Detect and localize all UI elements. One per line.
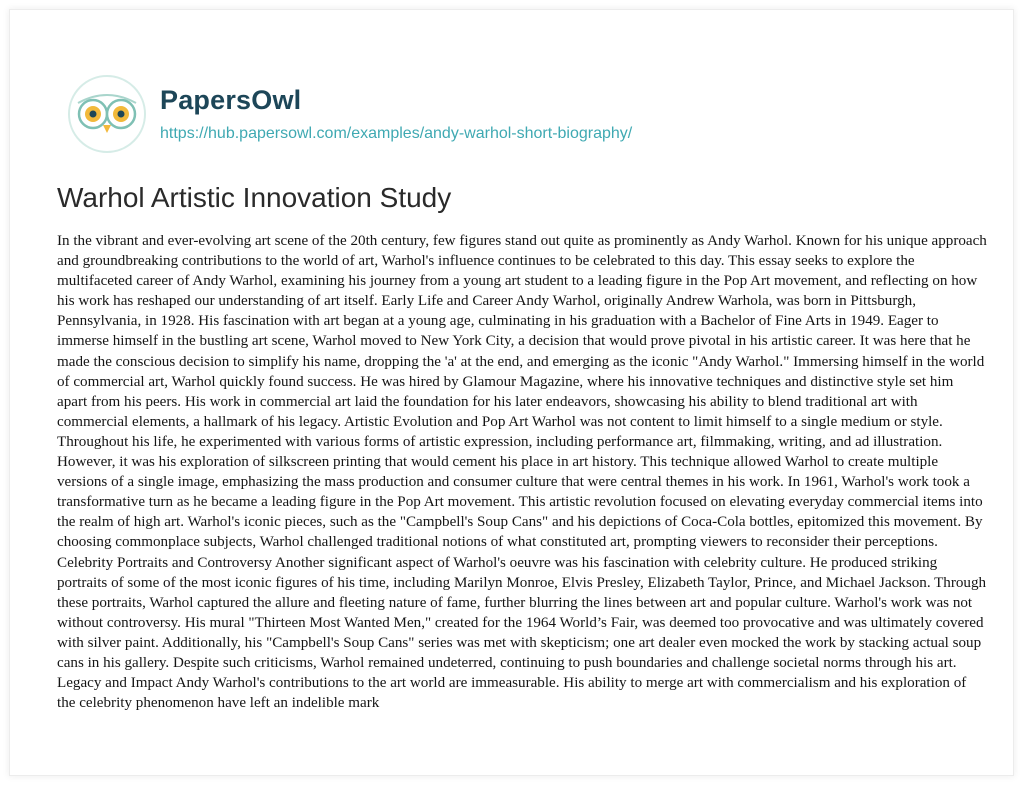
brand-block — [160, 85, 632, 144]
brand-name[interactable]: PapersOwl — [160, 84, 302, 115]
document-title: Warhol Artistic Innovation Study — [57, 182, 452, 213]
source-url-link[interactable]: https://hub.papersowl.com/examples/andy-warhol-short-biography/ — [160, 124, 633, 142]
site-header — [60, 73, 632, 155]
owl-logo-icon — [60, 73, 154, 155]
document-page — [10, 10, 1013, 775]
document-body: In the vibrant and ever-evolving art scene of the 20th century, few figures stand out quite as prominently as Andy Warhol. Known for his unique approach and groundbreaking contributions to the world of art, Warhol's influence continues to be celebrated to this day. This essay seeks to explore the multifaceted career of Andy Warhol, examining his journey from a young art student to a leading figure in the Pop Art movement, and reflecting on how his work has reshaped our understanding of art itself. Early Life and Career Andy Warhol, originally Andrew Warhola, was born in Pittsburgh, Pennsylvania, in 1928. His fascination with art began at a young age, culminating in his graduation with a Bachelor of Fine Arts in 1949. Eager to immerse himself in the bustling art scene, Warhol moved to New York City, a decision that would prove pivotal in his artistic career. It was here that he made the conscious decision to simplify his name, dropping the 'a' at the end, and emerging as the iconic "Andy Warhol." Immersing himself in the world of commercial art, Warhol quickly found success. He was hired by Glamour Magazine, where his innovative techniques and distinctive style set him apart from his peers. His work in commercial art laid the foundation for his later endeavors, showcasing his ability to blend traditional art with commercial elements, a hallmark of his legacy. Artistic Evolution and Pop Art Warhol was not content to limit himself to a single medium or style. Throughout his life, he experimented with various forms of artistic expression, including performance art, filmmaking, writing, and ad illustration. However, it was his exploration of silkscreen printing that would cement his place in art history. This technique allowed Warhol to create multiple versions of a single image, emphasizing the mass production and consumer culture that were central themes in his work. In 1961, Warhol's work took a transformative turn as he became a leading figure in the Pop Art movement. This artistic revolution focused on elevating everyday commercial items into the realm of high art. Warhol's iconic pieces, such as the "Campbell's Soup Cans" and his depictions of Coca-Cola bottles, epitomized this movement. By choosing commonplace subjects, Warhol challenged traditional notions of what constituted art, prompting viewers to reconsider their perceptions. Celebrity Portraits and Controversy Another significant aspect of Warhol's oeuvre was his fascination with celebrity culture. He produced striking portraits of some of the most iconic figures of his time, including Marilyn Monroe, Elvis Presley, Elizabeth Taylor, Prince, and Michael Jackson. Through these portraits, Warhol captured the allure and fleeting nature of fame, further blurring the lines between art and popular culture. Warhol's work was not without controversy. His mural "Thirteen Most Wanted Men," created for the 1964 World’s Fair, was deemed too provocative and was ultimately covered with silver paint. Additionally, his "Campbell's Soup Cans" series was met with skepticism; one art dealer even mocked the work by stacking actual soup cans in his gallery. Despite such criticisms, Warhol remained undeterred, continuing to push boundaries and challenge societal norms through his art. Legacy and Impact Andy Warhol's contributions to the art world are immeasurable. His ability to merge art with commercialism and his exploration of the celebrity phenomenon have left an indelible mark — [57, 233, 987, 712]
